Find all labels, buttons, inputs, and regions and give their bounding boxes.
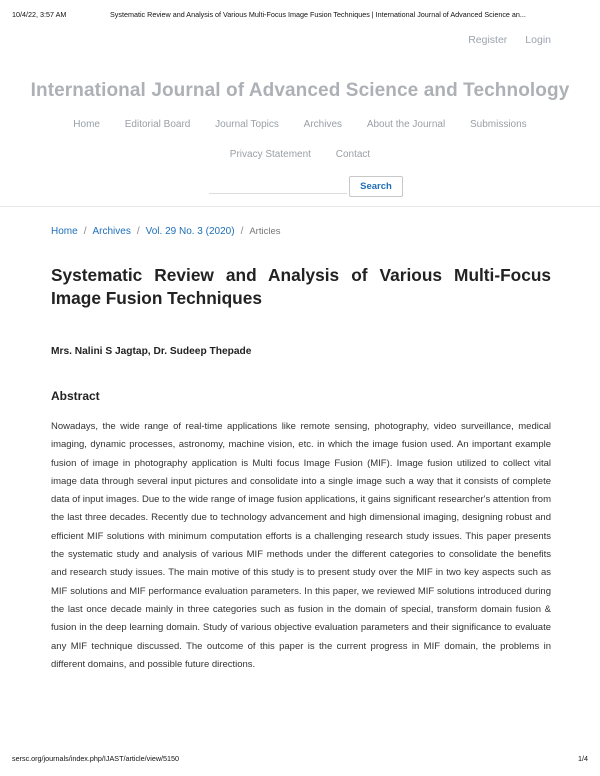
site-title[interactable]: International Journal of Advanced Science and Technology	[30, 80, 570, 101]
search-input[interactable]	[209, 177, 347, 194]
breadcrumb-separator: /	[240, 226, 244, 237]
breadcrumb-separator: /	[136, 226, 140, 237]
print-timestamp: 10/4/22, 3:57 AM	[12, 10, 67, 19]
register-link[interactable]: Register	[468, 34, 508, 46]
nav-submissions[interactable]: Submissions	[469, 119, 527, 130]
breadcrumb-issue[interactable]: Vol. 29 No. 3 (2020)	[145, 226, 235, 237]
breadcrumb-home[interactable]: Home	[51, 226, 78, 237]
breadcrumb	[51, 226, 281, 237]
print-page-number: 1/4	[578, 754, 588, 763]
print-page-title: Systematic Review and Analysis of Various Multi-Focus Image Fusion Techniques | International Journal of Advanced Science an...	[110, 10, 526, 19]
breadcrumb-archives[interactable]: Archives	[92, 226, 131, 237]
print-footer	[12, 754, 588, 763]
search-button[interactable]: Search	[349, 176, 403, 197]
print-url: sersc.org/journals/index.php/IJAST/article/view/5150	[12, 754, 179, 763]
nav-archives[interactable]: Archives	[303, 119, 343, 130]
login-link[interactable]: Login	[525, 34, 551, 46]
search-form	[209, 176, 393, 196]
main-nav	[0, 118, 600, 178]
user-nav	[450, 34, 551, 46]
print-header	[12, 10, 588, 19]
breadcrumb-separator: /	[83, 226, 87, 237]
article-authors: Mrs. Nalini S Jagtap, Dr. Sudeep Thepade	[51, 346, 252, 357]
nav-privacy[interactable]: Privacy Statement	[229, 149, 311, 160]
article-title: Systematic Review and Analysis of Various Multi-Focus Image Fusion Techniques	[51, 265, 551, 308]
breadcrumb-current: Articles	[249, 226, 281, 237]
nav-about[interactable]: About the Journal	[366, 119, 446, 130]
header-divider	[0, 206, 600, 207]
nav-contact[interactable]: Contact	[335, 149, 371, 160]
abstract-heading: Abstract	[51, 389, 100, 403]
nav-home[interactable]: Home	[73, 119, 100, 130]
abstract-text: Nowadays, the wide range of real-time applications like remote sensing, photography, video surveillance, medical imaging, dynamic processes, astronomy, machine vision, etc. in which the image fusion used. An important example fusion of image in photography application is Multi focus Image Fusion (MIF). Image fusion utilized to collect vital image data through several input pictures and consolidate into a single image such a way that it consists of complete data of input images. Due to the wide range of image fusion applications, it gains significant researcher's attention from the last three decades. Recently due to technology advancement and high dimensional imaging, designing robust and efficient MIF solutions with minimum computation efforts is a challenging research study issues. This paper presents the systematic study and analysis of various MIF methods under the different categories to consolidate the benefits and research study issues. The main motive of this study is to present study over the MIF in two key aspects such as MIF solutions and MIF performance evaluation parameters. In this paper, we reviewed MIF solutions introduced during the last once decade mainly in three categories such as fusion in the domain of special, transform domain fusion & fusion in the deep learning domain. Study of various objective evaluation parameters and their significance to evaluate any MIF technique discussed. The outcome of this paper is the current progress in MIF domain, the problems in different domains, and possible future directions.	[51, 421, 551, 670]
nav-journal-topics[interactable]: Journal Topics	[215, 119, 279, 130]
nav-editorial-board[interactable]: Editorial Board	[124, 119, 191, 130]
